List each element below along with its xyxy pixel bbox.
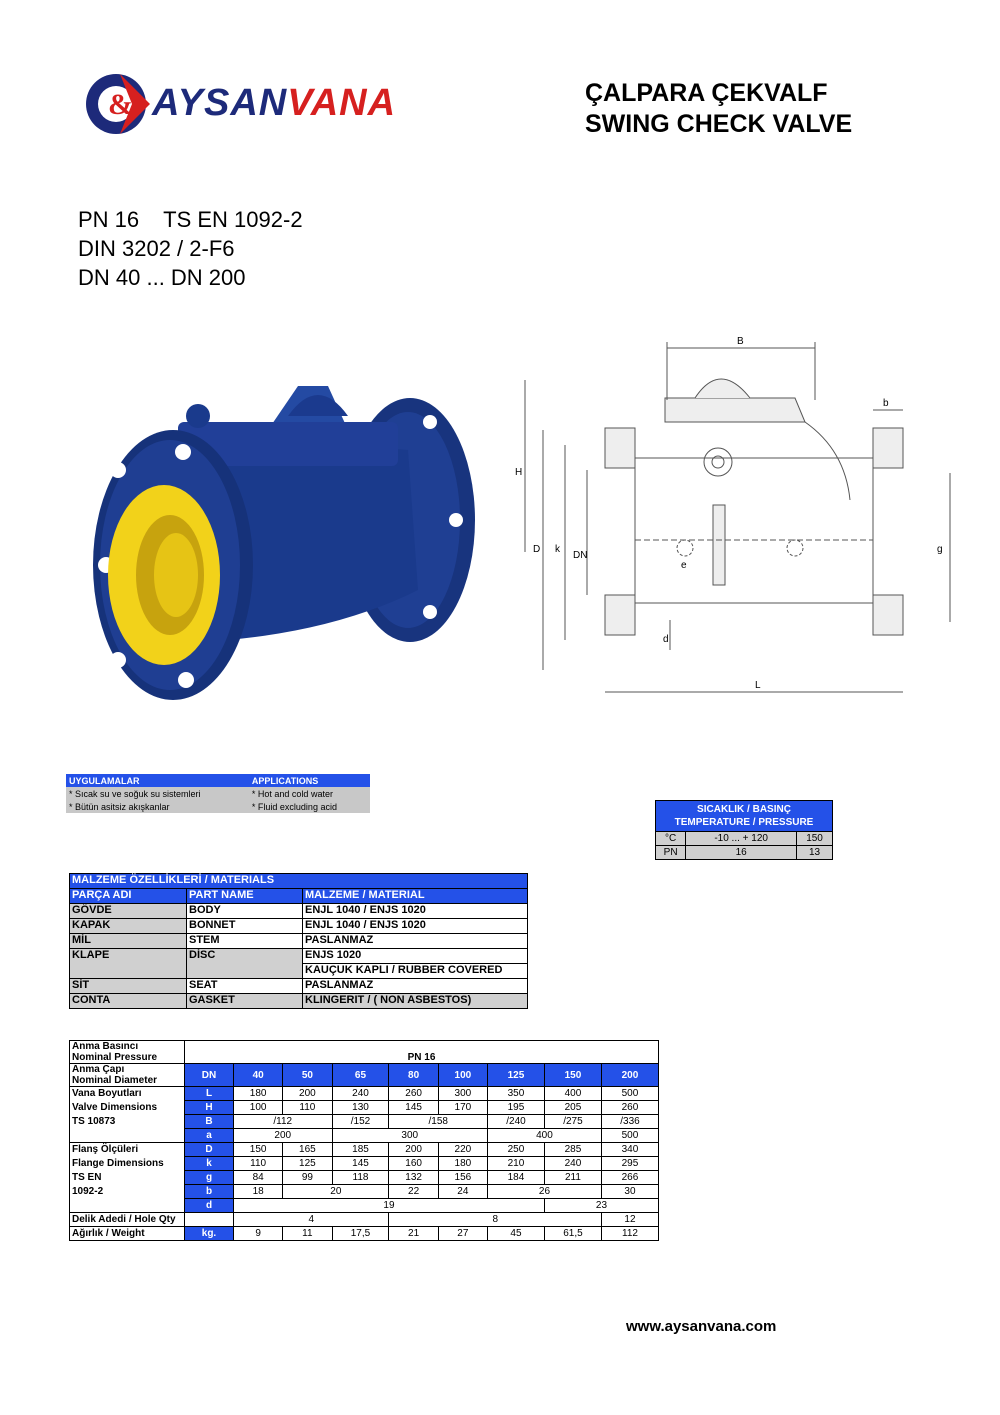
materials-title: MALZEME ÖZELLİKLERİ / MATERIALS [70, 874, 528, 889]
table-cell: k [185, 1157, 234, 1171]
table-cell: 210 [487, 1157, 544, 1171]
svg-text:&: & [108, 88, 133, 121]
table-row [70, 1213, 659, 1227]
table-cell: 200 [601, 1064, 658, 1087]
table-cell: 100 [438, 1064, 487, 1087]
application-item: * Hot and cold water [249, 787, 370, 800]
page-title [585, 78, 852, 140]
valve-photo [88, 380, 488, 720]
np-label: Anma Basıncı Nominal Pressure [70, 1041, 185, 1064]
table-cell: 1092-2 [70, 1185, 185, 1199]
table-cell: DİSC [187, 949, 303, 979]
table-cell: 400 [544, 1087, 601, 1101]
table-cell: 300 [332, 1129, 487, 1143]
application-item: * Sıcak su ve soğuk su sistemleri [66, 787, 249, 800]
table-row [70, 979, 528, 994]
table-cell: 24 [438, 1185, 487, 1199]
table-row [70, 934, 528, 949]
table-cell: /158 [389, 1115, 488, 1129]
table-cell: KAPAK [70, 919, 187, 934]
table-cell: GASKET [187, 994, 303, 1009]
table-cell: 160 [389, 1157, 438, 1171]
title-en: SWING CHECK VALVE [585, 110, 853, 138]
table-cell: 156 [438, 1171, 487, 1185]
table-cell: GÖVDE [70, 904, 187, 919]
pn-value: PN 16 [185, 1041, 659, 1064]
table-cell: 100 [234, 1101, 283, 1115]
label-e: e [681, 560, 687, 571]
table-cell [70, 1199, 185, 1213]
table-cell: 17,5 [332, 1227, 389, 1241]
table-cell: TS 10873 [70, 1115, 185, 1129]
table-cell: 295 [601, 1157, 658, 1171]
applications-table [66, 774, 370, 813]
table-cell: PASLANMAZ [303, 979, 528, 994]
table-cell [70, 1129, 185, 1143]
label-b: b [883, 398, 889, 409]
table-cell: 130 [332, 1101, 389, 1115]
table-cell: /336 [601, 1115, 658, 1129]
table-cell: 150 [544, 1064, 601, 1087]
table-cell: 145 [332, 1157, 389, 1171]
table-cell: 26 [487, 1185, 601, 1199]
table-cell: 4 [234, 1213, 389, 1227]
label-D: D [533, 544, 541, 555]
table-cell: 500 [601, 1129, 658, 1143]
label-H: H [515, 467, 523, 478]
label-DN: DN [573, 550, 588, 561]
table-cell: 50 [283, 1064, 332, 1087]
table-cell: 40 [234, 1064, 283, 1087]
table-cell: 180 [438, 1157, 487, 1171]
table-cell: 300 [438, 1087, 487, 1101]
table-cell: /152 [332, 1115, 389, 1129]
table-cell: SEAT [187, 979, 303, 994]
table-cell: 200 [389, 1143, 438, 1157]
table-cell: b [185, 1185, 234, 1199]
table-row [70, 904, 528, 919]
brand-logo [80, 64, 480, 144]
logo-emblem-icon [80, 64, 152, 144]
application-item: * Fluid excluding acid [249, 800, 370, 813]
applications-header-en: APPLICATIONS [249, 774, 370, 787]
table-cell: /112 [234, 1115, 333, 1129]
tp-cell: PN [656, 846, 686, 860]
table-row [70, 1115, 659, 1129]
table-row [70, 949, 528, 964]
table-cell: 200 [234, 1129, 333, 1143]
table-cell: 266 [601, 1171, 658, 1185]
table-cell: Delik Adedi / Hole Qty [70, 1213, 185, 1227]
table-row [70, 1199, 659, 1213]
label-k: k [555, 544, 560, 555]
table-cell: Flange Dimensions [70, 1157, 185, 1171]
table-cell: d [185, 1199, 234, 1213]
table-cell: 11 [283, 1227, 332, 1241]
table-cell: 145 [389, 1101, 438, 1115]
table-cell: 350 [487, 1087, 544, 1101]
spec-pn: PN 16 [78, 207, 140, 232]
title-tr: ÇALPARA ÇEKVALF [585, 79, 828, 107]
table-cell: KLAPE [70, 949, 187, 979]
table-cell: CONTA [70, 994, 187, 1009]
table-cell: 240 [544, 1157, 601, 1171]
table-cell: 9 [234, 1227, 283, 1241]
materials-table [69, 873, 528, 1009]
temperature-pressure-table [655, 800, 833, 860]
table-cell: 8 [389, 1213, 601, 1227]
table-cell: 112 [601, 1227, 658, 1241]
table-cell: PASLANMAZ [303, 934, 528, 949]
table-cell: 400 [487, 1129, 601, 1143]
table-cell: D [185, 1143, 234, 1157]
table-cell: SİT [70, 979, 187, 994]
table-cell: 110 [283, 1101, 332, 1115]
label-g: g [937, 544, 943, 555]
table-cell: STEM [187, 934, 303, 949]
table-cell: DN [185, 1064, 234, 1087]
table-row [70, 1087, 659, 1101]
tp-cell: °C [656, 832, 686, 846]
spec-dn-range: DN 40 ... DN 200 [78, 265, 246, 290]
brand-name: AYSANVANA [152, 82, 397, 124]
tp-cell: 150 [797, 832, 833, 846]
table-row [70, 1101, 659, 1115]
table-cell: 185 [332, 1143, 389, 1157]
table-cell [185, 1213, 234, 1227]
table-cell: 340 [601, 1143, 658, 1157]
table-cell: BODY [187, 904, 303, 919]
tp-cell: 13 [797, 846, 833, 860]
table-row [70, 919, 528, 934]
table-cell: B [185, 1115, 234, 1129]
table-cell: Valve Dimensions [70, 1101, 185, 1115]
table-cell: 125 [283, 1157, 332, 1171]
table-cell: 285 [544, 1143, 601, 1157]
table-cell: Flanş Ölçüleri [70, 1143, 185, 1157]
table-cell: L [185, 1087, 234, 1101]
table-cell: 195 [487, 1101, 544, 1115]
label-L: L [755, 680, 761, 691]
table-cell: 250 [487, 1143, 544, 1157]
table-cell: a [185, 1129, 234, 1143]
table-cell: 125 [487, 1064, 544, 1087]
table-cell: 118 [332, 1171, 389, 1185]
table-cell: ENJS 1020 [303, 949, 528, 964]
table-cell: kg. [185, 1227, 234, 1241]
table-cell: 19 [234, 1199, 545, 1213]
website-link[interactable]: www.aysanvana.com [626, 1318, 777, 1335]
table-cell: 45 [487, 1227, 544, 1241]
table-row [70, 1227, 659, 1241]
spec-din: DIN 3202 / 2-F6 [78, 236, 235, 261]
materials-col-header: PARÇA ADI [70, 889, 187, 904]
table-cell: 180 [234, 1087, 283, 1101]
table-cell: BONNET [187, 919, 303, 934]
table-cell: g [185, 1171, 234, 1185]
application-item: * Bütün asitsiz akışkanlar [66, 800, 249, 813]
table-cell: 211 [544, 1171, 601, 1185]
table-row [70, 1041, 659, 1064]
label-B: B [737, 336, 744, 347]
table-cell: 21 [389, 1227, 438, 1241]
materials-col-header: PART NAME [187, 889, 303, 904]
spec-standard: TS EN 1092-2 [163, 207, 303, 232]
table-cell: 200 [283, 1087, 332, 1101]
table-cell: 61,5 [544, 1227, 601, 1241]
materials-col-header: MALZEME / MATERIAL [303, 889, 528, 904]
table-cell: ENJL 1040 / ENJS 1020 [303, 919, 528, 934]
table-cell: H [185, 1101, 234, 1115]
dimensions-table [69, 1040, 659, 1241]
table-cell: KLINGERIT / ( NON ASBESTOS) [303, 994, 528, 1009]
table-cell: 500 [601, 1087, 658, 1101]
table-cell: 132 [389, 1171, 438, 1185]
table-row [70, 1064, 659, 1087]
tp-cell: -10 ... + 120 [686, 832, 797, 846]
table-cell: 205 [544, 1101, 601, 1115]
table-cell: 99 [283, 1171, 332, 1185]
tp-cell: 16 [686, 846, 797, 860]
label-d: d [663, 634, 669, 645]
table-cell: 260 [601, 1101, 658, 1115]
table-cell: 240 [332, 1087, 389, 1101]
table-cell: /240 [487, 1115, 544, 1129]
table-row [70, 1185, 659, 1199]
table-cell: 12 [601, 1213, 658, 1227]
table-cell: 30 [601, 1185, 658, 1199]
table-cell: 150 [234, 1143, 283, 1157]
table-cell: Vana Boyutları [70, 1087, 185, 1101]
table-cell: 110 [234, 1157, 283, 1171]
table-cell: 84 [234, 1171, 283, 1185]
table-cell: /275 [544, 1115, 601, 1129]
table-cell: 23 [544, 1199, 658, 1213]
table-cell: KAUÇUK KAPLI / RUBBER COVERED [303, 964, 528, 979]
table-cell: MİL [70, 934, 187, 949]
nd-label: Anma Çapı Nominal Diameter [70, 1064, 185, 1087]
table-cell: 170 [438, 1101, 487, 1115]
table-cell: 184 [487, 1171, 544, 1185]
table-cell: 260 [389, 1087, 438, 1101]
table-cell: 165 [283, 1143, 332, 1157]
table-row [70, 994, 528, 1009]
table-cell: 27 [438, 1227, 487, 1241]
technical-drawing [505, 330, 965, 705]
applications-header-tr: UYGULAMALAR [66, 774, 249, 787]
table-cell: ENJL 1040 / ENJS 1020 [303, 904, 528, 919]
spec-block [78, 205, 303, 292]
table-cell: 18 [234, 1185, 283, 1199]
table-row [70, 1129, 659, 1143]
table-row [70, 1143, 659, 1157]
table-row [70, 1171, 659, 1185]
table-cell: Ağırlık / Weight [70, 1227, 185, 1241]
table-cell: 22 [389, 1185, 438, 1199]
table-row [70, 1157, 659, 1171]
table-cell: 65 [332, 1064, 389, 1087]
table-cell: 20 [283, 1185, 389, 1199]
table-cell: 220 [438, 1143, 487, 1157]
tp-header: SICAKLIK / BASINÇ TEMPERATURE / PRESSURE [656, 801, 833, 832]
table-cell: TS EN [70, 1171, 185, 1185]
table-cell: 80 [389, 1064, 438, 1087]
